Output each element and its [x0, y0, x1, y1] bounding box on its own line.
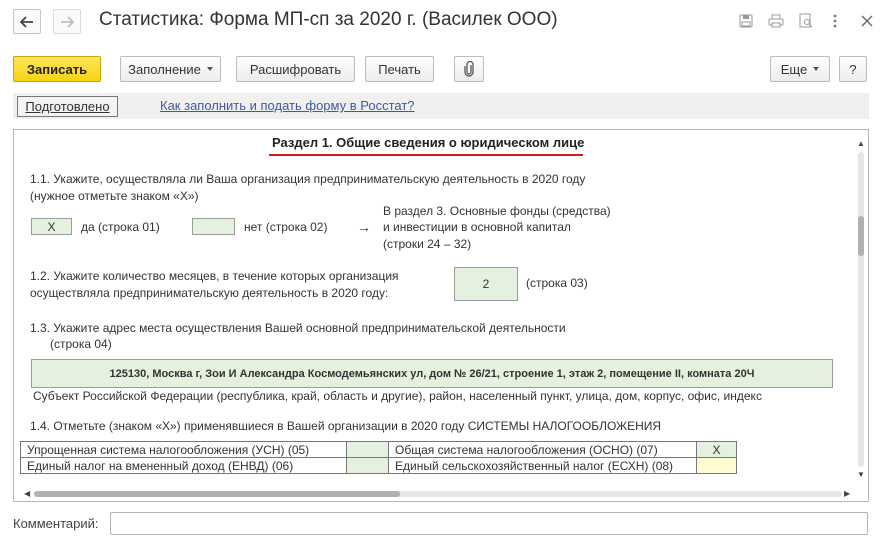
- vertical-scroll-thumb[interactable]: [858, 216, 864, 256]
- floppy-icon: [739, 14, 753, 28]
- osno-label: Общая система налогообложения (ОСНО) (07): [389, 442, 697, 458]
- osno-checkbox[interactable]: X: [697, 442, 737, 458]
- q11-note-line1: В раздел 3. Основные фонды (средства): [383, 204, 611, 218]
- more-button-label: Еще: [780, 61, 808, 77]
- help-button[interactable]: [839, 56, 867, 82]
- address-field[interactable]: 125130, Москва г, Зои И Александра Космодемьянских ул, дом № 26/21, строение 1, этаж 2, помещение II, комната 20Ч: [31, 359, 833, 388]
- comment-label: Комментарий:: [13, 516, 99, 531]
- scroll-right-icon[interactable]: ▶: [844, 489, 851, 498]
- magnifier-page-icon: [799, 13, 813, 29]
- q11-text: 1.1. Укажите, осуществляла ли Ваша организация предпринимательскую деятельность в 2020 году: [30, 172, 586, 186]
- comment-input[interactable]: [110, 512, 868, 535]
- preview-icon[interactable]: [797, 12, 815, 30]
- q13-text: 1.3. Укажите адрес места осуществления Вашей основной предпринимательской деятельности: [30, 321, 566, 335]
- table-row: [21, 442, 737, 458]
- q11-yes-checkbox[interactable]: X: [31, 218, 72, 235]
- chevron-down-icon: [813, 67, 819, 71]
- attach-button[interactable]: [454, 56, 484, 82]
- help-button-label: ?: [849, 61, 857, 77]
- address-hint: Субъект Российской Федерации (республика, край, область и другие), район, населенный пункт, улица, дом, корпус, офис, индекс: [33, 389, 762, 403]
- arrow-right-icon: [60, 16, 74, 28]
- paperclip-icon: [463, 61, 475, 77]
- more-menu-icon[interactable]: [826, 12, 844, 30]
- usn-checkbox[interactable]: [347, 442, 389, 458]
- section-title-underline: [269, 154, 583, 156]
- decode-button[interactable]: [236, 56, 355, 82]
- q11-hint: (нужное отметьте знаком «Х»): [30, 189, 199, 203]
- vertical-scroll-track[interactable]: [858, 152, 864, 467]
- printer-icon: [768, 14, 784, 28]
- arrow-right-icon: →: [357, 219, 371, 235]
- eshn-label: Единый сельскохозяйственный налог (ЕСХН) (08): [389, 458, 697, 474]
- scroll-up-icon[interactable]: ▲: [857, 139, 865, 148]
- q12-text-line2: осуществляла предпринимательскую деятельность в 2020 году:: [30, 286, 389, 300]
- print-button[interactable]: [365, 56, 434, 82]
- save-button[interactable]: [13, 56, 101, 82]
- q11-yes-label: да (строка 01): [81, 220, 160, 234]
- save-button-label: Записать: [26, 61, 88, 77]
- fill-button-label: Заполнение: [128, 61, 201, 77]
- chevron-down-icon: [207, 67, 213, 71]
- arrow-left-icon: [20, 16, 34, 28]
- form-area: [13, 129, 869, 502]
- vertical-scrollbar[interactable]: [855, 138, 865, 483]
- print-button-label: Печать: [378, 61, 421, 77]
- horizontal-scroll-thumb[interactable]: [34, 491, 400, 497]
- help-link[interactable]: Как заполнить и подать форму в Росстат?: [160, 98, 415, 113]
- q12-row-label: (строка 03): [526, 276, 588, 290]
- tax-systems-table: [20, 441, 737, 474]
- tab-prepared[interactable]: Подготовлено: [17, 96, 118, 117]
- envd-label: Единый налог на вмененный доход (ЕНВД) (06): [21, 458, 347, 474]
- section-title: Раздел 1. Общие сведения о юридическом лице: [272, 135, 585, 150]
- scroll-down-icon[interactable]: ▼: [857, 470, 865, 479]
- tab-strip: [13, 93, 869, 119]
- save-to-disk-icon[interactable]: [737, 12, 755, 30]
- q11-note-line2: и инвестиции в основной капитал: [383, 220, 571, 234]
- forward-button[interactable]: [53, 9, 81, 34]
- q14-text: 1.4. Отметьте (знаком «Х») применявшиеся в Вашей организации в 2020 году СИСТЕМЫ НАЛОГООБЛОЖЕНИЯ: [30, 419, 662, 433]
- q13-row-label: (строка 04): [50, 337, 112, 351]
- back-button[interactable]: [13, 9, 41, 34]
- vertical-dots-icon: [833, 14, 837, 28]
- q11-no-label: нет (строка 02): [244, 220, 328, 234]
- q11-note-line3: (строки 24 – 32): [383, 237, 472, 251]
- close-icon: [861, 15, 873, 27]
- usn-label: Упрощенная система налогообложения (УСН) (05): [21, 442, 347, 458]
- envd-checkbox[interactable]: [347, 458, 389, 474]
- close-button[interactable]: [858, 12, 876, 30]
- q12-months-field[interactable]: 2: [454, 267, 518, 301]
- fill-dropdown-button[interactable]: [120, 56, 221, 82]
- table-row: [21, 458, 737, 474]
- decode-button-label: Расшифровать: [249, 61, 342, 77]
- q12-text-line1: 1.2. Укажите количество месяцев, в течение которых организация: [30, 269, 399, 283]
- more-button[interactable]: [770, 56, 830, 82]
- scroll-left-icon[interactable]: ◀: [24, 489, 31, 498]
- horizontal-scrollbar[interactable]: [22, 488, 852, 498]
- eshn-checkbox[interactable]: [697, 458, 737, 474]
- window-title: Статистика: Форма МП-сп за 2020 г. (Василек ООО): [99, 9, 558, 30]
- q11-no-checkbox[interactable]: [192, 218, 235, 235]
- print-icon[interactable]: [767, 12, 785, 30]
